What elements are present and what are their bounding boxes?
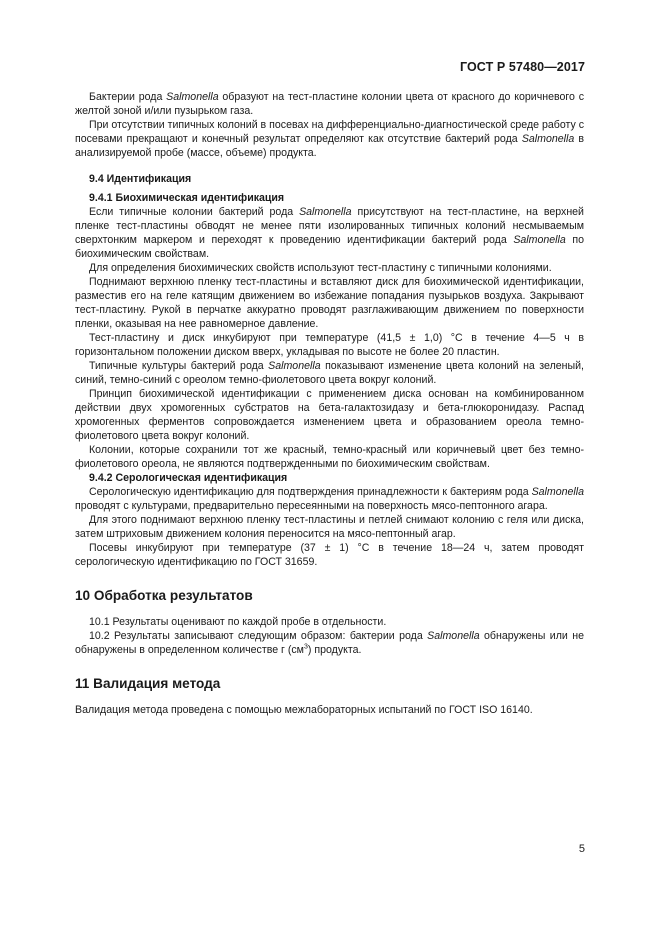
paragraph: Посевы инкубируют при температуре (37 ± 1) °С в течение 18—24 ч, затем проводят серологическую идентификацию по ГОСТ 31659. [75, 542, 584, 568]
paragraph: 10.1 Результаты оценивают по каждой пробе в отдельности. [89, 616, 387, 628]
paragraph: Поднимают верхнюю пленку тест-пластины и вставляют диск для биохимической идентификации, разместив его на геле катящим движением во избежание попадания пузырьков воздуха. Закрывают тест-пластину. Рукой в перчатке аккуратно проводят разглаживающим движением по поверхности пленки, оказывая на нее равномерное давление. [75, 276, 584, 330]
page-number: 5 [578, 843, 585, 855]
section-title-9-4: 9.4 Идентификация [89, 173, 192, 185]
paragraph: Принцип биохимической идентификации с применением диска основан на комбинированном действии двух хромогенных субстратов на бета-галактозидазу и бета-глюкоронидазу. Распад хромогенных ферментов сопровождается изменением цвета и образованием ореола темно-фиолетового цвета вокруг колоний. [75, 388, 584, 442]
paragraph: Колонии, которые сохранили тот же красный, темно-красный или коричневый цвет без темно-фиолетового ореола, не являются подтвержденными по биохимическим свойствам. [75, 444, 584, 470]
paragraph: Бактерии рода Salmonella образуют на тест-пластине колонии цвета от красного до коричневого с желтой зоной и/или пузырьком газа. [75, 91, 584, 117]
paragraph: Если типичные колонии бактерий рода Salmonella присутствуют на тест-пластине, на верхней пленке тест-пластины обводят не менее пяти изолированных типичных колоний несмываемым сверхтонким маркером и переходят к проведению идентификации бактерий рода Salmonella по биохимическим свойствам. [75, 206, 584, 260]
document-body [75, 90, 584, 717]
section-title-11: 11 Валидация метода [75, 676, 221, 691]
paragraph: Валидация метода проведена с помощью межлабораторных испытаний по ГОСТ ISO 16140. [75, 704, 533, 716]
paragraph: При отсутствии типичных колоний в посевах на дифференциально-диагностической среде работу с посевами прекращают и конечный результат определяют как отсутствие бактерий рода Salmonella в анализируемой пробе (массе, объеме) продукта. [75, 119, 585, 159]
paragraph: Для этого поднимают верхнюю пленку тест-пластины и петлей снимают колонию с геля или диска, затем штриховым движением колония переносится на мясо-пептонный агар. [75, 514, 584, 540]
section-title-9-4-2: 9.4.2 Серологическая идентификация [89, 472, 288, 484]
paragraph: Тест-пластину и диск инкубируют при температуре (41,5 ± 1,0) °С в течение 4—5 ч в горизонтальном положении диском вверх, укладывая по высоте не более 20 пластин. [75, 332, 584, 358]
section-title-9-4-1: 9.4.1 Биохимическая идентификация [89, 192, 285, 204]
paragraph: 10.2 Результаты записывают следующим образом: бактерии рода Salmonella обнаружены или не обнаружены в определенном количестве г $(см^3)$ продукта. [75, 630, 585, 656]
standard-header: ГОСТ Р 57480—2017 [459, 60, 585, 74]
paragraph: Серологическую идентификацию для подтверждения принадлежности к бактериям рода Salmonella проводят с культурами, предварительно пересеянными на поверхность мясо-пептонного агара. [75, 486, 584, 512]
paragraph: Для определения биохимических свойств используют тест-пластину с типичными колониями. [89, 262, 552, 274]
section-title-10: 10 Обработка результатов [75, 588, 253, 603]
paragraph: Типичные культуры бактерий рода Salmonella показывают изменение цвета колоний на зеленый, синий, темно-синий с ореолом темно-фиолетового цвета вокруг колоний. [75, 360, 584, 386]
